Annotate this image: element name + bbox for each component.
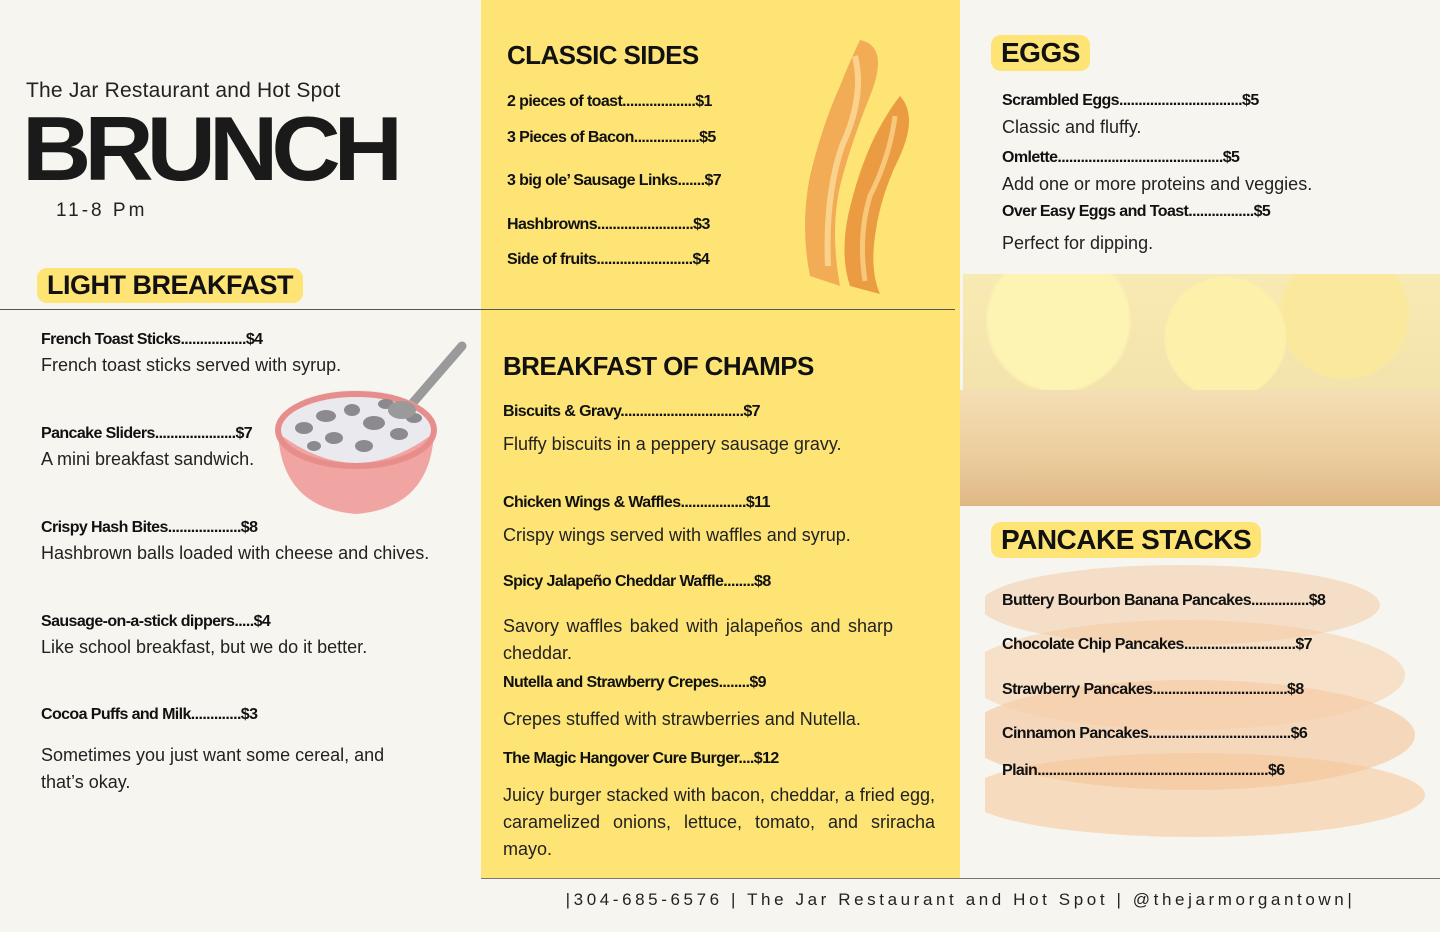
side-item: 3 big ole’ Sausage Links.......$7	[507, 172, 722, 189]
footer-divider	[481, 878, 1440, 879]
side-item: 3 Pieces of Bacon.................$5	[507, 129, 716, 146]
champs-item-name: Nutella and Strawberry Crepes........$9	[503, 674, 766, 691]
side-item: 2 pieces of toast...................$1	[507, 93, 712, 110]
side-item: Hashbrowns.........................$3	[507, 216, 710, 233]
champs-heading: BREAKFAST OF CHAMPS	[503, 351, 814, 381]
eggs-heading: EGGS	[991, 35, 1090, 71]
champs-item-name: Biscuits & Gravy................................$7	[503, 403, 760, 420]
footer-contact: |304-685-6576 | The Jar Restaurant and Hot Spot | @thejarmorgantown|	[565, 890, 1356, 909]
section-divider	[0, 309, 955, 310]
champs-item-desc: Crepes stuffed with strawberries and Nutella.	[503, 709, 861, 729]
egg-item-name: Over Easy Eggs and Toast.................$5	[1002, 203, 1271, 220]
restaurant-name: The Jar Restaurant and Hot Spot	[26, 79, 341, 102]
hours: 11-8 Pm	[56, 200, 148, 221]
light-item-desc: Like school breakfast, but we do it better.	[41, 637, 368, 657]
pancake-item: Buttery Bourbon Banana Pancakes...............$8	[1002, 592, 1326, 609]
champs-item-desc: Crispy wings served with waffles and syrup.	[503, 525, 851, 545]
classic-sides-heading: CLASSIC SIDES	[507, 40, 699, 70]
light-item-desc: Hashbrown balls loaded with cheese and chives.	[41, 543, 430, 563]
champs-item-desc: Juicy burger stacked with bacon, cheddar, a fried egg, caramelized onions, lettuce, tomato, and sriracha mayo.	[503, 785, 935, 859]
champs-item-desc: Fluffy biscuits in a peppery sausage gravy.	[503, 434, 842, 454]
egg-item-name: Omlette...........................................$5	[1002, 149, 1240, 166]
egg-item-name: Scrambled Eggs................................$5	[1002, 92, 1259, 109]
light-item-name: Pancake Sliders.....................$7	[41, 425, 253, 442]
light-item-name: Cocoa Puffs and Milk.............$3	[41, 706, 258, 723]
pancake-stacks-heading: PANCAKE STACKS	[991, 522, 1261, 558]
egg-item-desc: Add one or more proteins and veggies.	[1002, 174, 1313, 194]
pancake-item: Chocolate Chip Pancakes.............................$7	[1002, 636, 1312, 653]
light-item-desc: A mini breakfast sandwich.	[41, 449, 255, 469]
pancake-item: Strawberry Pancakes...................................$8	[1002, 681, 1304, 698]
champs-item-name: Chicken Wings & Waffles.................$11	[503, 494, 770, 511]
champs-item-name: Spicy Jalapeño Cheddar Waffle........$8	[503, 573, 771, 590]
pancakes-image	[960, 390, 1440, 506]
page-title: BRUNCH	[22, 98, 396, 200]
egg-item-desc: Classic and fluffy.	[1002, 117, 1142, 137]
light-item-desc: French toast sticks served with syrup.	[41, 355, 342, 375]
light-item-name: Sausage-on-a-stick dippers.....$4	[41, 613, 271, 630]
side-item: Side of fruits.........................$4	[507, 251, 710, 268]
scrambled-eggs-image	[963, 274, 1440, 390]
champs-item-name: The Magic Hangover Cure Burger....$12	[503, 750, 779, 767]
light-item-desc: Sometimes you just want some cereal, and that’s okay.	[41, 745, 385, 792]
pancake-item: Cinnamon Pancakes.....................................$6	[1002, 725, 1308, 742]
pancake-item: Plain............................................................$6	[1002, 762, 1285, 779]
bacon-icon	[770, 36, 920, 298]
light-item-name: Crispy Hash Bites...................$8	[41, 519, 258, 536]
egg-item-desc: Perfect for dipping.	[1002, 233, 1154, 253]
champs-item-desc: Savory waffles baked with jalapeños and sharp cheddar.	[503, 616, 893, 663]
light-breakfast-heading: LIGHT BREAKFAST	[37, 268, 303, 303]
light-item-name: French Toast Sticks.................$4	[41, 331, 263, 348]
cereal-bowl-icon	[274, 338, 474, 518]
